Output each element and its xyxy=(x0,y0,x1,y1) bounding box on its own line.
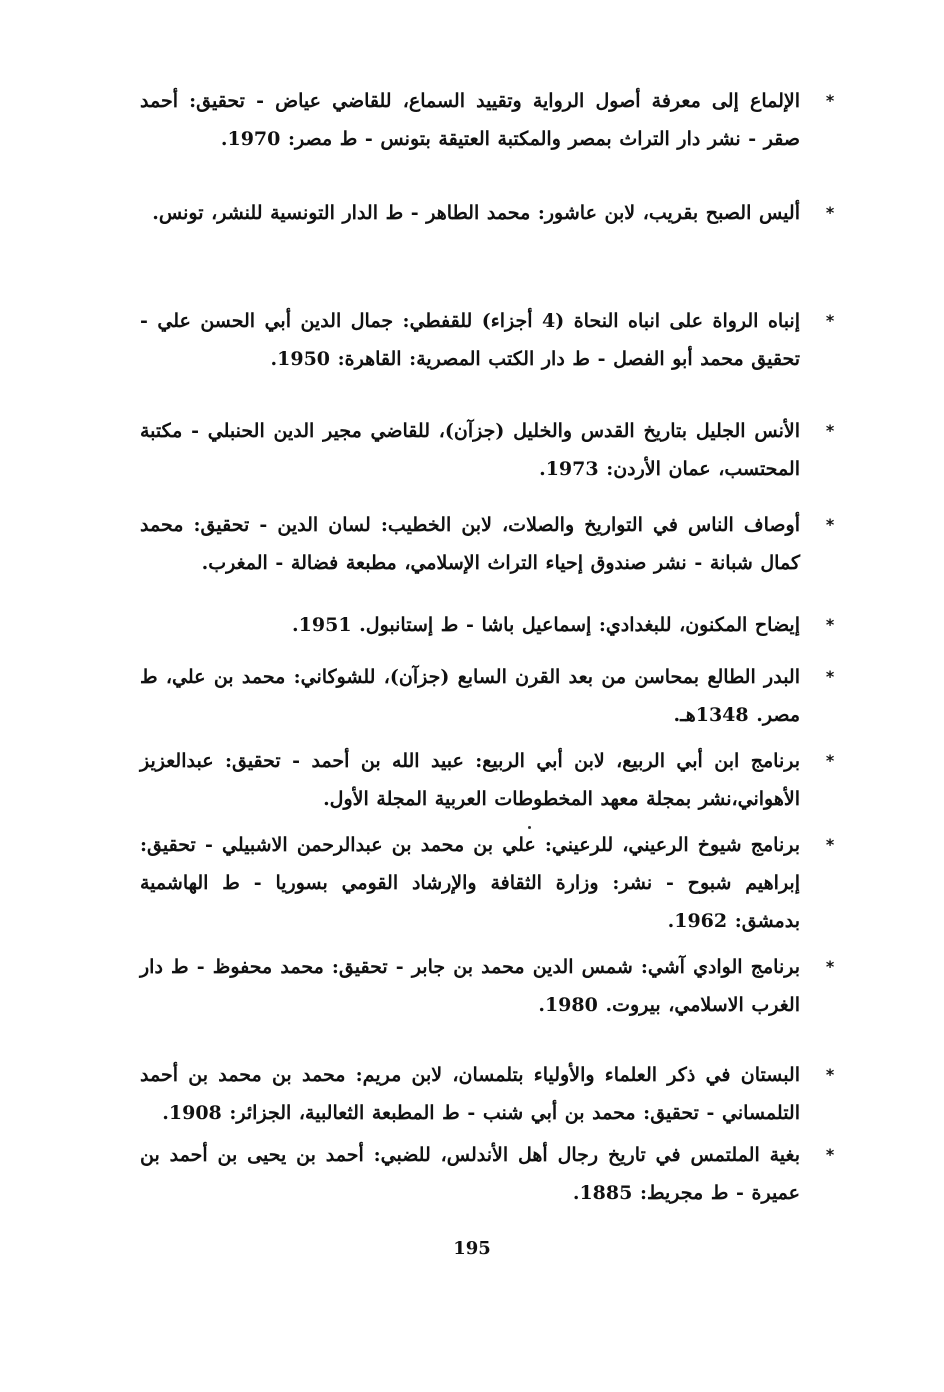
bullet-asterisk: * xyxy=(825,1065,835,1084)
bullet-asterisk: * xyxy=(825,203,835,222)
entry-text: أليس الصبح بقريب، لابن عاشور: محمد الطاهر - ط الدار التونسية للنشر، تونس. xyxy=(152,202,800,224)
entry-text: إيضاح المكنون، للبغدادي: إسماعيل باشا - ط إستانبول. 1951. xyxy=(292,614,800,636)
entry-text: برنامج الوادي آشي: شمس الدين محمد بن جابر - تحقيق: محمد محفوظ - ط دار الغرب الاسلامي، بيروت. 1980. xyxy=(140,956,800,1016)
bullet-asterisk: * xyxy=(825,1145,835,1164)
bullet-asterisk: * xyxy=(825,311,835,330)
entry-text: برنامج ابن أبي الربيع، لابن أبي الربيع: عبيد الله بن أحمد - تحقيق: عبدالعزيز الأهواني،نشر بمجلة معهد المخطوطات العربية المجلة الأول. xyxy=(140,750,800,810)
bullet-asterisk: * xyxy=(825,835,835,854)
bullet-asterisk: * xyxy=(825,515,835,534)
entry-text: بغية الملتمس في تاريخ رجال أهل الأندلس، للضبي: أحمد بن يحيى بن أحمد بن عميرة - ط مجريط: 1885. xyxy=(140,1144,800,1204)
bullet-asterisk: * xyxy=(825,91,835,110)
page-number: 195 xyxy=(453,1238,491,1259)
bullet-asterisk: * xyxy=(825,615,835,634)
bullet-asterisk: * xyxy=(825,421,835,440)
entry-text: أوصاف الناس في التواريخ والصلات، لابن الخطيب: لسان الدين - تحقيق: محمد كمال شبانة - نشر صندوق إحياء التراث الإسلامي، مطبعة فضالة - المغرب. xyxy=(140,514,800,574)
scan-speck xyxy=(528,826,531,829)
entry-text: الأنس الجليل بتاريخ القدس والخليل (جزآن)، للقاضي مجير الدين الحنبلي - مكتبة المحتسب، عمان الأردن: 1973. xyxy=(140,420,800,480)
entry-text: برنامج شيوخ الرعيني، للرعيني: علي بن محمد بن عبدالرحمن الاشبيلي - تحقيق: إبراهيم شبوح - نشر: وزارة الثقافة والإرشاد القومي بسوريا - ط الهاشمية بدمشق: 1962. xyxy=(140,834,800,932)
bullet-asterisk: * xyxy=(825,667,835,686)
bullet-asterisk: * xyxy=(825,751,835,770)
entry-text: الإلماع إلى معرفة أصول الرواية وتقييد السماع، للقاضي عياض - تحقيق: أحمد صقر - نشر دار التراث بمصر والمكتبة العتيقة بتونس - ط مصر: 1970. xyxy=(140,90,800,150)
entry-text: البستان في ذكر العلماء والأولياء بتلمسان، لابن مريم: محمد بن محمد بن أحمد التلمساني - تحقيق: محمد بن أبي شنب - ط المطبعة الثعالبية، الجزائر: 1908. xyxy=(140,1064,800,1124)
entry-text: البدر الطالع بمحاسن من بعد القرن السابع (جزآن)، للشوكاني: محمد بن علي، ط مصر. 1348هـ. xyxy=(140,666,800,726)
bullet-asterisk: * xyxy=(825,957,835,976)
entry-text: إنباه الرواة على انباه النحاة (4 أجزاء) للقفطي: جمال الدين أبي الحسن علي - تحقيق محمد أبو الفصل - ط دار الكتب المصرية: القاهرة: 1950. xyxy=(140,310,800,370)
